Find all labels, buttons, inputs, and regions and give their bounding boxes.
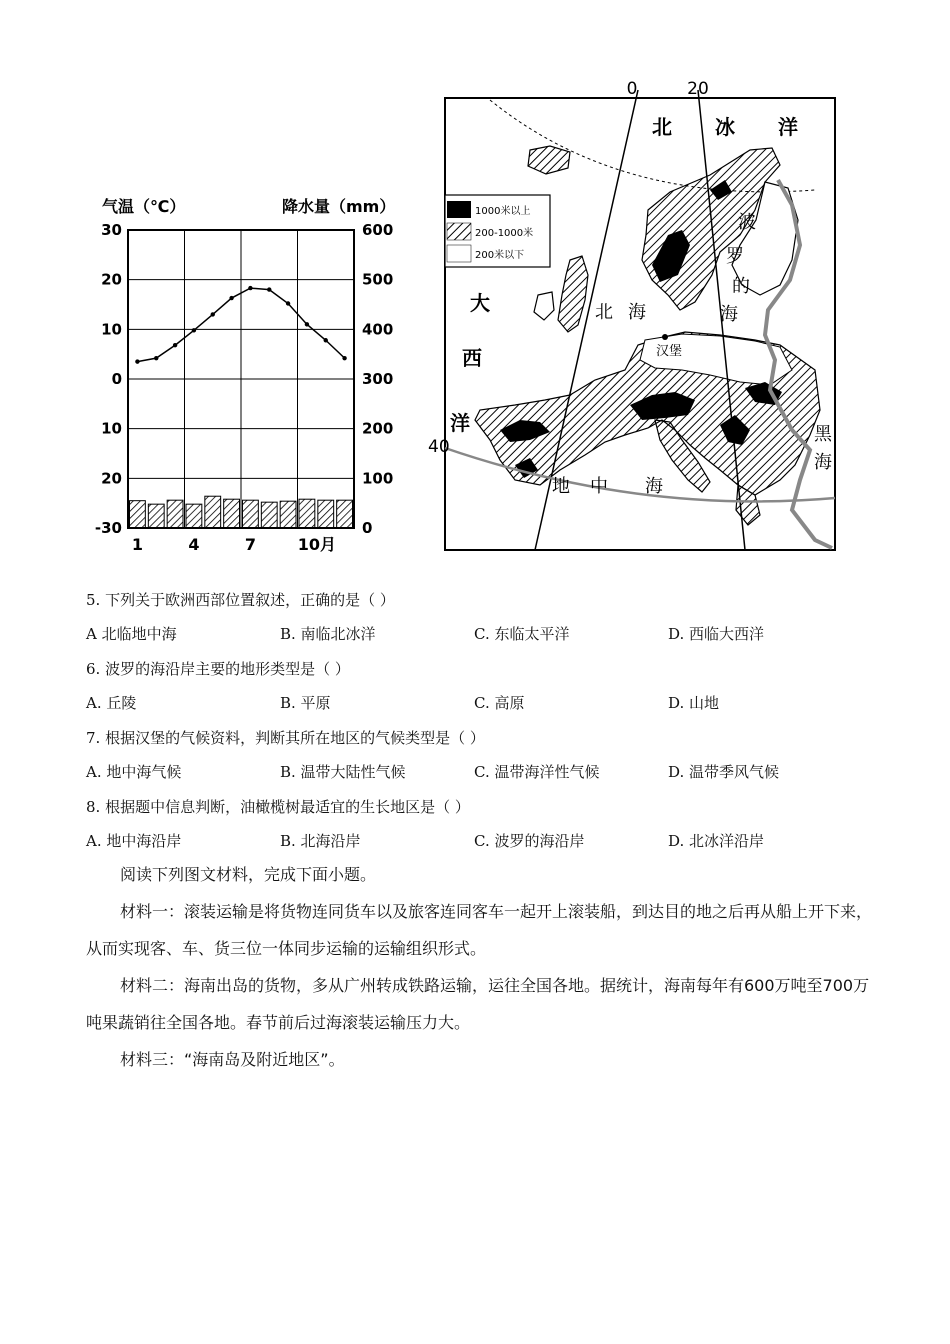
option-b: B. 温带大陆性气候 (280, 763, 406, 781)
baltic-label-3: 的 (732, 276, 750, 297)
month-ticks (132, 535, 336, 554)
temp-tick-label: 0 (111, 370, 122, 388)
precip-bar (148, 504, 164, 528)
north-sea-label-2: 海 (628, 302, 646, 323)
month-tick-label: 7 (244, 535, 256, 554)
black-sea-label-2: 海 (814, 452, 832, 473)
hamburg-dot (662, 334, 668, 340)
precip-tick-label: 0 (362, 519, 373, 537)
temp-point (342, 356, 346, 360)
month-tick-label: 4 (188, 535, 200, 554)
temp-point (267, 287, 271, 291)
option-a: A. 地中海气候 (86, 763, 182, 781)
temp-ticks (95, 221, 122, 537)
legend-label-high: 1000米以上 (475, 206, 531, 217)
figure-row (0, 70, 950, 570)
temp-point (248, 286, 252, 290)
option-b: B. 北海沿岸 (280, 832, 361, 850)
option-a: A. 丘陵 (86, 694, 137, 712)
legend-label-mid: 200-1000米 (475, 228, 534, 239)
option-c: C. 温带海洋性气候 (474, 763, 600, 781)
arctic-ocean-label-1: 北 (652, 115, 672, 139)
meridian-20-label: 20 (687, 79, 709, 99)
question-options (86, 760, 886, 795)
parallel-40-label: 40 (428, 437, 450, 457)
option-c: C. 高原 (474, 694, 525, 712)
month-tick-label: 10月 (297, 535, 337, 554)
question-7 (86, 726, 886, 795)
question-stem: 6. 波罗的海沿岸主要的地形类型是（ ） (86, 660, 350, 678)
precip-ticks (362, 221, 393, 537)
question-5 (86, 588, 886, 657)
baltic-label-2: 罗 (726, 246, 744, 267)
option-b: B. 南临北冰洋 (280, 625, 376, 643)
atlantic-label-3: 洋 (450, 411, 470, 435)
question-stem: 5. 下列关于欧洲西部位置叙述，正确的是（ ） (86, 591, 395, 609)
month-tick-label: 1 (131, 535, 143, 554)
material-two: 材料二：海南出岛的货物，多从广州转成铁路运输，运往全国各地。据统计，海南每年有600万吨至700万吨果蔬销往全国各地。春节前后过海滚装运输压力大。 (86, 976, 870, 1032)
legend-label-low: 200米以下 (475, 250, 525, 261)
precip-tick-label: 300 (362, 370, 394, 388)
question-stem: 7. 根据汉堡的气候资料，判断其所在地区的气候类型是（ ） (86, 729, 485, 747)
option-d: D. 山地 (668, 694, 720, 712)
precip-tick-label: 600 (362, 221, 394, 239)
question-options (86, 691, 886, 726)
baltic-label-1: 波 (738, 212, 756, 233)
arctic-ocean-label-2: 冰 (715, 115, 735, 139)
questions (86, 588, 886, 864)
temp-point (154, 356, 158, 360)
temp-point (305, 322, 309, 326)
question-options (86, 622, 886, 657)
materials-intro: 阅读下列图文材料，完成下面小题。 (120, 865, 377, 884)
precip-bar (280, 501, 296, 528)
material-three: 材料三：“海南岛及附近地区”。 (120, 1050, 345, 1069)
temp-tick-label: -30 (94, 519, 122, 537)
temp-point (229, 296, 233, 300)
precip-bar (130, 501, 146, 528)
atlantic-label-2: 西 (462, 346, 482, 370)
precip-bar (224, 499, 240, 528)
hamburg-label: 汉堡 (656, 344, 683, 359)
temp-point (211, 312, 215, 316)
mediterranean-label-2: 中 (590, 476, 608, 497)
precip-tick-label: 100 (362, 469, 394, 488)
mediterranean-label-1: 地 (552, 476, 570, 497)
precip-bar (243, 500, 259, 528)
precip-bar (186, 504, 202, 528)
temp-tick-label: 10 (101, 320, 122, 339)
chart-grid (128, 230, 354, 528)
material-one: 材料一：滚装运输是将货物连同货车以及旅客连同客车一起开上滚装船，到达目的地之后再从船上开下来，从而实现客、车、货三位一体同步运输的运输组织形式。 (86, 902, 873, 958)
option-d: D. 温带季风气候 (668, 763, 780, 781)
mediterranean-label-3: 海 (645, 476, 663, 497)
north-sea-label-1: 北 (595, 302, 613, 323)
europe-map (420, 70, 840, 555)
temp-point (324, 338, 328, 342)
precip-bar (205, 496, 221, 528)
precip-bar (318, 500, 334, 528)
legend-swatch-high (447, 201, 471, 218)
temp-point (286, 301, 290, 305)
black-sea-label-1: 黑 (814, 424, 832, 445)
precip-bar (261, 502, 277, 528)
temp-tick-label: 30 (101, 221, 122, 239)
question-6 (86, 657, 886, 726)
option-d: D. 北冰洋沿岸 (668, 832, 765, 850)
hamburg-climate-chart (90, 190, 410, 570)
precip-bar (167, 500, 183, 528)
precip-axis-title: 降水量（mm） (282, 197, 396, 216)
precip-tick-label: 500 (362, 270, 394, 289)
reading-materials (86, 856, 876, 1078)
question-stem: 8. 根据题中信息判断，油橄榄树最适宜的生长地区是（ ） (86, 798, 470, 816)
precip-bar (299, 499, 315, 528)
temp-point (173, 343, 177, 347)
option-c: C. 东临太平洋 (474, 625, 570, 643)
option-d: D. 西临大西洋 (668, 625, 765, 643)
precip-tick-label: 400 (362, 320, 394, 339)
atlantic-label-1: 大 (470, 291, 490, 315)
precip-tick-label: 200 (362, 419, 394, 438)
baltic-label-4: 海 (720, 304, 738, 325)
meridian-0-label: 0 (626, 79, 638, 99)
option-a: A. 地中海沿岸 (86, 832, 182, 850)
temp-tick-label: 10 (101, 419, 122, 438)
legend-swatch-low (447, 245, 471, 262)
arctic-ocean-label-3: 洋 (778, 115, 798, 139)
temp-axis-title: 气温（℃） (102, 197, 186, 216)
temp-tick-label: 20 (101, 270, 122, 289)
precip-bar (337, 500, 353, 528)
temp-tick-label: 20 (101, 469, 122, 488)
legend-swatch-mid (447, 223, 471, 240)
option-c: C. 波罗的海沿岸 (474, 832, 585, 850)
option-b: B. 平原 (280, 694, 331, 712)
question-8 (86, 795, 886, 864)
temp-point (135, 359, 139, 363)
option-a: A 北临地中海 (86, 625, 177, 643)
temp-point (192, 328, 196, 332)
